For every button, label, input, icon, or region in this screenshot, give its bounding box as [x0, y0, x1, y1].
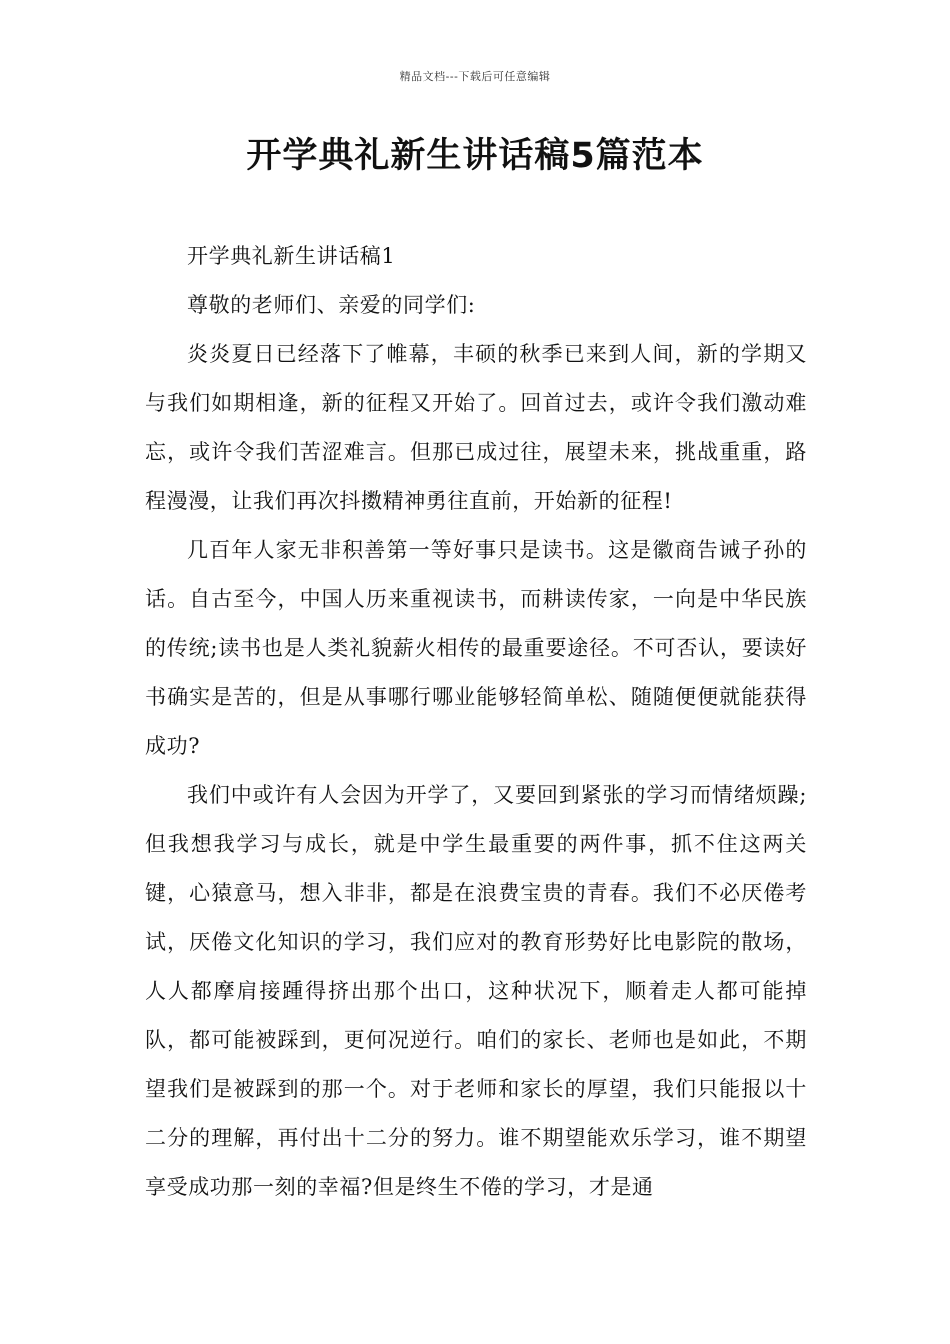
document-title: 开学典礼新生讲话稿5篇范本	[246, 136, 704, 176]
header-note: 精品文档---下载后可任意编辑	[399, 70, 551, 83]
section-heading: 开学典礼新生讲话稿1	[187, 244, 396, 268]
document-body	[145, 232, 807, 1212]
salutation: 尊敬的老师们、亲爱的同学们:	[187, 293, 476, 317]
body-paragraph: 炎炎夏日已经落下了帷幕，丰硕的秋季已来到人间，新的学期又与我们如期相逢，新的征程又开始了。回首过去，或许令我们激动难忘，或许令我们苦涩难言。但那已成过往，展望未来，挑战重重，路程漫漫，让我们再次抖擞精神勇往直前，开始新的征程!	[145, 342, 807, 513]
body-paragraph: 我们中或许有人会因为开学了，又要回到紧张的学习而情绪烦躁;但我想我学习与成长，就是中学生最重要的两件事，抓不住这两关键，心猿意马，想入非非，都是在浪费宝贵的青春。我们不必厌倦考试，厌倦文化知识的学习，我们应对的教育形势好比电影院的散场，人人都摩肩接踵得挤出那个出口，这种状况下，顺着走人都可能掉队，都可能被踩到，更何况逆行。咱们的家长、老师也是如此，不期望我们是被踩到的那一个。对于老师和家长的厚望，我们只能报以十二分的理解，再付出十二分的努力。谁不期望能欢乐学习，谁不期望享受成功那一刻的幸福?但是终生不倦的学习，才是通	[145, 783, 807, 1199]
body-paragraph: 几百年人家无非积善第一等好事只是读书。这是徽商告诫子孙的话。自古至今，中国人历来重视读书，而耕读传家，一向是中华民族的传统;读书也是人类礼貌薪火相传的最重要途径。不可否认，要读好书确实是苦的，但是从事哪行哪业能够轻简单松、随随便便就能获得成功?	[145, 538, 807, 758]
